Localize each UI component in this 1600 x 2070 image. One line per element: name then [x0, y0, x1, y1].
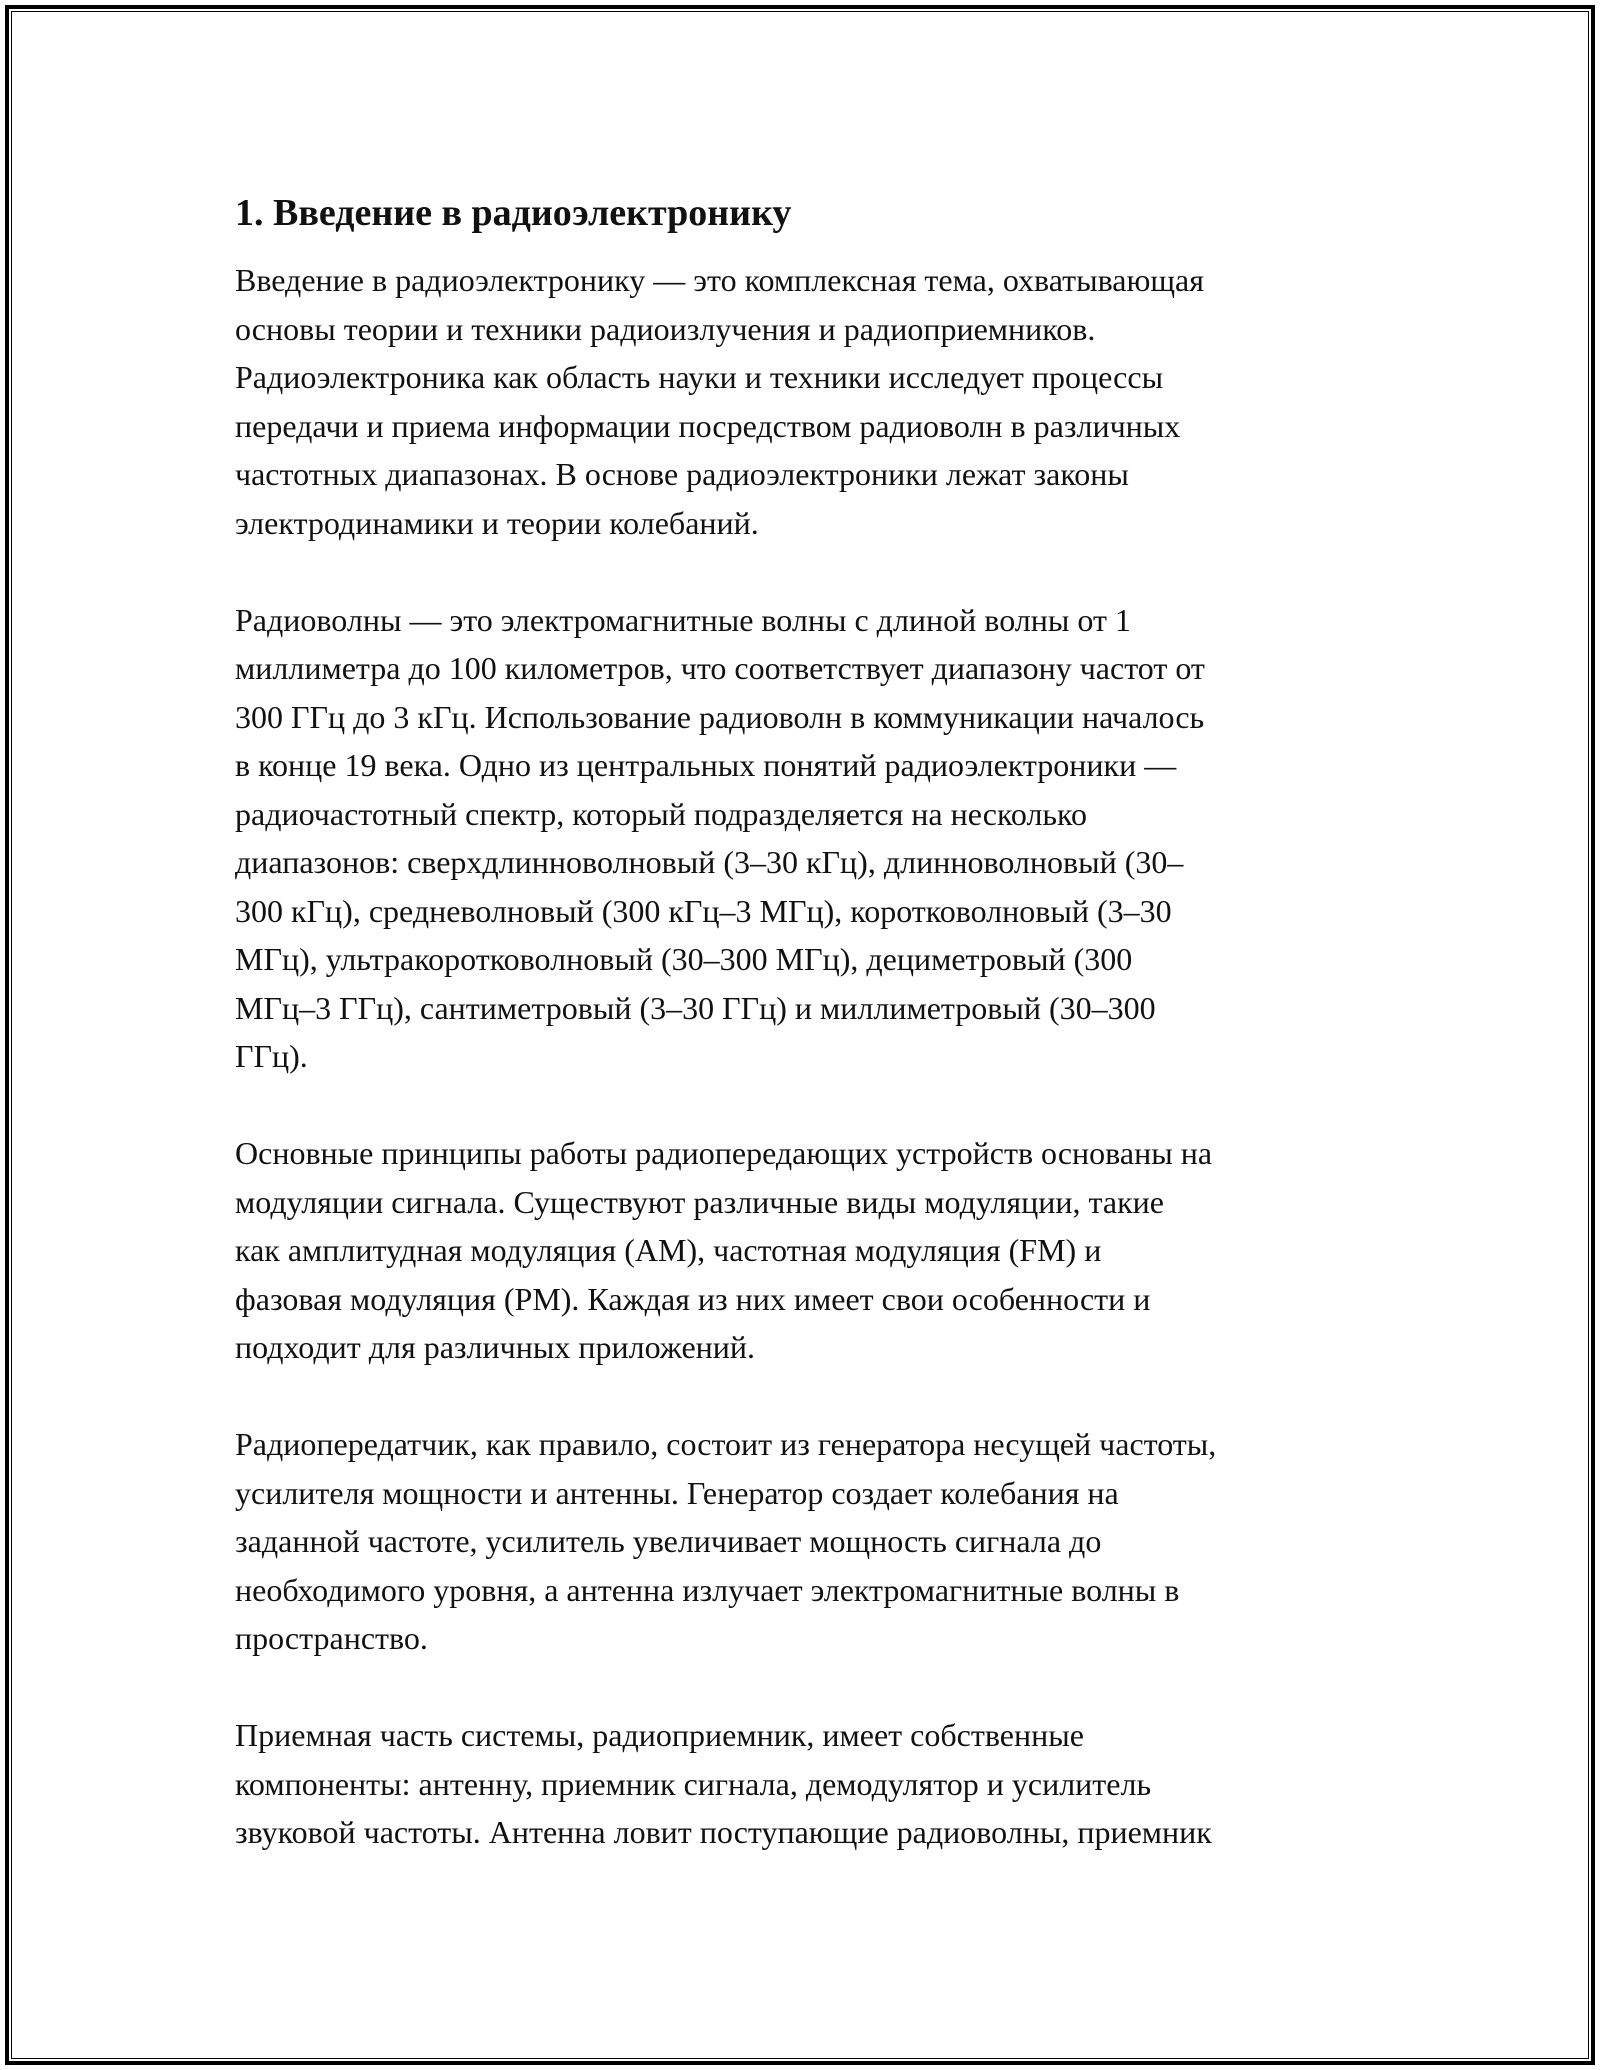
- paragraph-line: радиочастотный спектр, который подразделяется на несколько: [235, 795, 1087, 832]
- document-body: [235, 186, 1375, 1905]
- paragraph-line: в конце 19 века. Одно из центральных понятий радиоэлектроники —: [235, 747, 1177, 783]
- paragraph: [235, 1129, 1375, 1372]
- paragraph-line: пространство.: [235, 1620, 428, 1656]
- paragraph-line: 300 ГГц до 3 кГц. Использование радиоволн в коммуникации началось: [235, 698, 1205, 735]
- paragraph: [235, 596, 1375, 1081]
- paragraph-line: заданной частоте, усилитель увеличивает мощность сигнала до: [235, 1523, 1102, 1559]
- paragraph-line: электродинамики и теории колебаний.: [235, 504, 759, 541]
- paragraph-line: Приемная часть системы, радиоприемник, имеет собственные: [235, 1717, 1084, 1753]
- paragraph-line: усилителя мощности и антенны. Генератор создает колебания на: [235, 1474, 1119, 1511]
- paragraph-line: основы теории и техники радиоизлучения и радиоприемников.: [235, 310, 1096, 347]
- paragraph-line: передачи и приема информации посредством радиоволн в различных: [235, 407, 1181, 444]
- paragraph-line: компоненты: антенну, приемник сигнала, демодулятор и усилитель: [235, 1765, 1152, 1802]
- paragraph-line: Радиопередатчик, как правило, состоит из генератора несущей частоты,: [235, 1426, 1217, 1462]
- paragraph-line: частотных диапазонах. В основе радиоэлектроники лежат законы: [235, 456, 1129, 492]
- paragraph-line: Радиоэлектроника как область науки и техники исследует процессы: [235, 359, 1164, 395]
- paragraph-line: МГц), ультракоротковолновый (30–300 МГц), дециметровый (300: [235, 941, 1133, 977]
- paragraph-line: миллиметра до 100 километров, что соответствует диапазону частот от: [235, 650, 1205, 686]
- paragraph-line: как амплитудная модуляция (AM), частотная модуляция (FM) и: [235, 1232, 1102, 1268]
- paragraph-line: необходимого уровня, а антенна излучает электромагнитные волны в: [235, 1571, 1180, 1608]
- paragraph-line: модуляции сигнала. Существуют различные виды модуляции, такие: [235, 1183, 1164, 1220]
- section-heading: 1. Введение в радиоэлектронику: [235, 192, 792, 234]
- paragraph-line: Основные принципы работы радиопередающих устройств основаны на: [235, 1135, 1213, 1171]
- paragraph-line: фазовая модуляция (PM). Каждая из них имеет свои особенности и: [235, 1280, 1151, 1317]
- paragraph-line: ГГц).: [235, 1038, 308, 1074]
- paragraph-line: 300 кГц), средневолновый (300 кГц–3 МГц), коротковолновый (3–30: [235, 892, 1172, 929]
- paragraph-container: [235, 256, 1375, 1857]
- paragraph-line: звуковой частоты. Антенна ловит поступающие радиоволны, приемник: [235, 1814, 1212, 1850]
- paragraph-line: Введение в радиоэлектронику — это комплексная тема, охватывающая: [235, 262, 1204, 298]
- paragraph-line: диапазонов: сверхдлинноволновый (3–30 кГц), длинноволновый (30–: [235, 844, 1184, 880]
- paragraph: [235, 1420, 1375, 1663]
- paragraph-line: подходит для различных приложений.: [235, 1329, 756, 1365]
- paragraph: [235, 1711, 1375, 1857]
- paragraph-line: Радиоволны — это электромагнитные волны с длиной волны от 1: [235, 601, 1131, 638]
- paragraph-line: МГц–3 ГГц), сантиметровый (3–30 ГГц) и миллиметровый (30–300: [235, 989, 1156, 1026]
- paragraph: [235, 256, 1375, 547]
